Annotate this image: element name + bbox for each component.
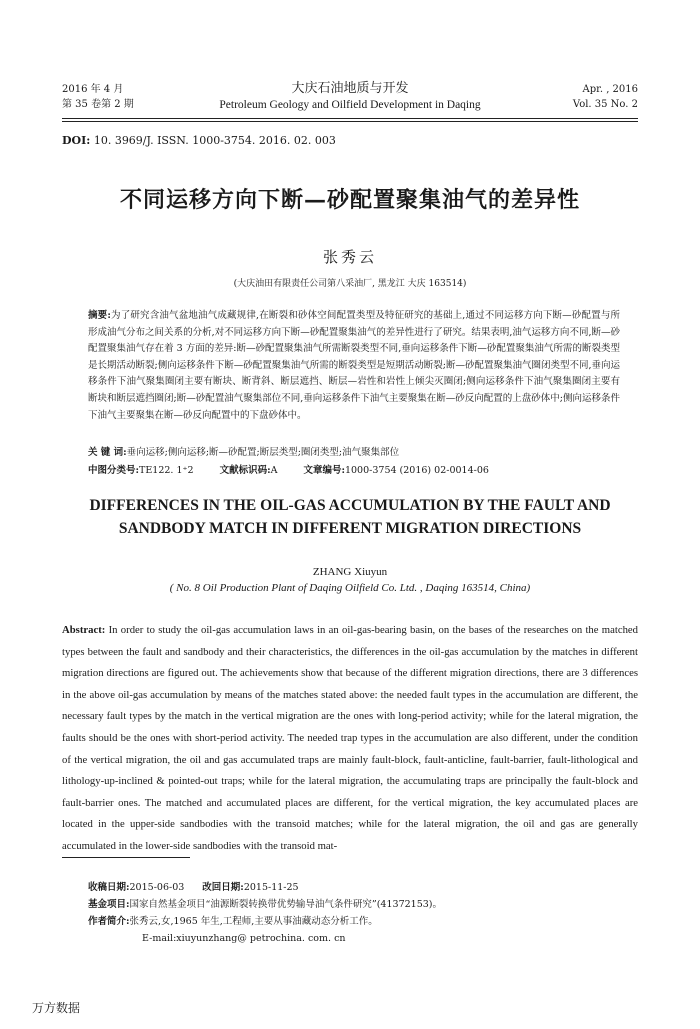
header-right [540, 82, 638, 112]
article-no-value: 1000-3754 (2016) 02-0014-06 [344, 465, 489, 476]
author-name-cn: 张秀云 [322, 248, 377, 266]
received-date: 2015-06-03 [129, 882, 185, 893]
affiliation-cn: (大庆油田有限责任公司第八采油厂, 黑龙江 大庆 163514) [233, 279, 467, 289]
abstract-cn-text: 为了研究含油气盆地油气成藏规律,在断裂和砂体空间配置类型及特征研究的基础上,通过不同运移方向下断—砂配置与所形成油气分布之间关系的分析,对不同运移方向下断—砂配置聚集油气的差异性进行了研究。结果表明,油气运移方向不同,断—砂配置聚集油气存在着 3 方面的差异:断—砂配置聚集油气所需断裂类型不同,垂向运移条件下断—砂配置聚集油气所需的断裂类型是长期活动断裂;侧向运移条件下断—砂配置聚集油气所需的断裂类型是短期活动断裂;断—砂配置聚集油气圈闭类型不同,垂向运移条件下油气聚集圈闭主要有断块、断背斜、断层遮挡、断层—岩性和岩性上倾尖灭圈闭;侧向运移条件下油气聚集圈闭主要有断块和断层遮挡圈闭;断—砂配置油气聚集部位不同,垂向运移条件下油气主要聚集在断—砂反向配置的上盘砂体中;侧向运移条件下油气主要聚集在断—砂反向配置中的下盘砂体中。 [88, 310, 621, 421]
author-bio-label: 作者简介: [88, 916, 130, 927]
header-rule-bottom [62, 121, 638, 122]
paper-title-en: DIFFERENCES IN THE OIL-GAS ACCUMULATION BY THE FAULT AND SANDBODY MATCH IN DIFFERENT MIGRATION DIRECTIONS [89, 497, 611, 537]
keywords-cn-text: 垂向运移;侧向运移;断—砂配置;断层类型;圈闭类型;油气聚集部位 [126, 447, 400, 458]
issue-date-cn: 2016 年 4 月 [62, 84, 124, 95]
issue-date-en: Apr. , 2016 [582, 84, 638, 95]
author-bio-value: 张秀云,女,1965 年生,工程师,主要从事油藏动态分析工作。 [129, 916, 378, 927]
journal-name-en: Petroleum Geology and Oilfield Development in Daqing [219, 99, 481, 111]
watermark-text: 万方数据 [32, 1001, 81, 1015]
keywords-cn [88, 445, 620, 461]
footnote-author [88, 914, 378, 930]
fund-value: 国家自然基金项目“油源断裂转换带优势输导油气条件研究”(41372153)。 [129, 899, 442, 910]
clc-label: 中图分类号: [88, 465, 140, 476]
volume-cn: 第 35 卷第 2 期 [62, 99, 134, 110]
affiliation-en: ( No. 8 Oil Production Plant of Daqing Oilfield Co. Ltd. , Daqing 163514, China) [169, 582, 531, 594]
clc-value: TE122. 1⁺2 [139, 465, 194, 476]
footnote-dates [88, 880, 299, 896]
journal-name-cn: 大庆石油地质与开发 [291, 81, 409, 96]
doc-code-value: A [270, 465, 278, 476]
revised-label: 改回日期: [202, 882, 244, 893]
received-label: 收稿日期: [88, 882, 130, 893]
doc-code-label: 文献标识码: [219, 465, 271, 476]
abstract-en-text: In order to study the oil-gas accumulation laws in an oil-gas-bearing basin, on the bases of the researches on the matched types between the fault and sandbody and their characteristics, the differences in the oil-gas accumulation by the matches in different migration directions are figured out. The achievements show that because of the different migration directions, there are 3 differences in the above oil-gas accumulation by means of the matches stated above: the needed fault types in the accumulation are different, the necessary fault types by the match in the vertical migration are the ones with long-period activity; while for the lateral migration, the faults should be the ones with short-period activity. The needed trap types in the accumulation are also different, under the condition of the vertical migration, the oil and gas accumulated traps are mainly fault-block, fault-anticline, fault-barrier, fault-lithological and lithology-up-inclined & pointed-out traps; while for the lateral migration, the accumulating traps are principally the fault-block and fault-barrier ones. The matched and accumulated places are different, for the vertical migration, the key accumulated places are located in the upper-side sandbodies with the transoid matches; while for the lateral migration, the oil and gas are generally accumulated in the lower-side sandbodies with the transoid mat- [62, 624, 638, 852]
header-rule-top [62, 118, 638, 119]
header-center [180, 80, 520, 113]
volume-en: Vol. 35 No. 2 [572, 99, 638, 110]
abstract-cn-label: 摘要: [88, 310, 111, 321]
article-no-label: 文章编号: [303, 465, 345, 476]
doi-label: DOI: [62, 134, 91, 147]
revised-date: 2015-11-25 [243, 882, 299, 893]
doi-line [62, 134, 336, 147]
footnote-rule [62, 857, 190, 858]
classification-line [88, 463, 648, 479]
author-email[interactable]: E-mail:xiuyunzhang@ petrochina. com. cn [142, 933, 346, 944]
paper-title-cn: 不同运移方向下断—砂配置聚集油气的差异性 [119, 187, 580, 213]
abstract-cn [88, 308, 620, 424]
fund-label: 基金项目: [88, 899, 130, 910]
author-name-en: ZHANG Xiuyun [312, 566, 388, 578]
abstract-en [62, 620, 638, 858]
abstract-en-label: Abstract: [62, 624, 106, 636]
footnote-fund [88, 897, 442, 913]
keywords-cn-label: 关 键 词: [88, 447, 127, 458]
doi-value[interactable]: 10. 3969/J. ISSN. 1000-3754. 2016. 02. 003 [90, 134, 336, 147]
